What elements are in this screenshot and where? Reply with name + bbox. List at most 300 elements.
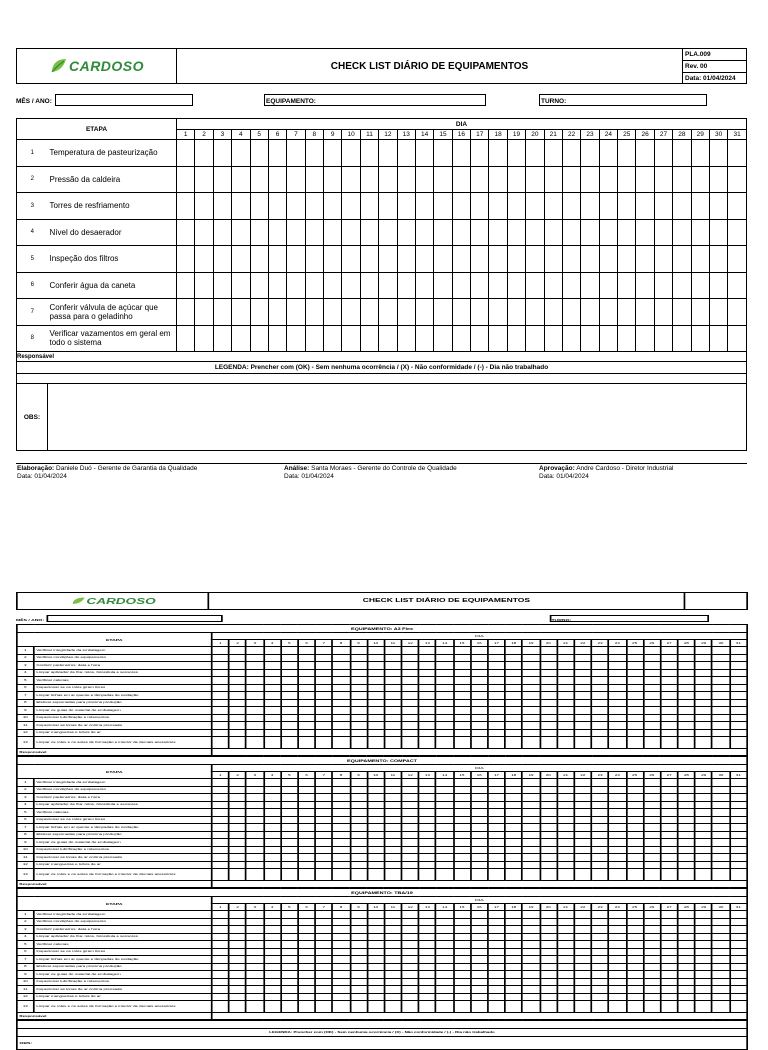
check-cell[interactable] (397, 272, 415, 299)
check-cell[interactable] (415, 219, 433, 246)
check-cell[interactable] (213, 193, 231, 220)
check-cell[interactable] (177, 299, 195, 326)
check-cell[interactable] (507, 299, 525, 326)
check-cell[interactable] (709, 166, 727, 193)
check-cell[interactable] (415, 193, 433, 220)
check-cell[interactable] (489, 193, 507, 220)
check-cell[interactable] (562, 166, 580, 193)
check-cell[interactable] (673, 193, 691, 220)
check-cell[interactable] (673, 246, 691, 273)
check-cell[interactable] (379, 193, 397, 220)
thumb-day: 6 (298, 772, 315, 779)
check-cell[interactable] (397, 140, 415, 167)
thumb-row-task: Limpar mangueiras e tubos de ar (34, 861, 212, 869)
thumb-day: 27 (661, 904, 678, 911)
check-cell[interactable] (654, 166, 672, 193)
check-cell[interactable] (691, 325, 709, 352)
check-cell[interactable] (562, 299, 580, 326)
check-cell[interactable] (728, 272, 747, 299)
check-cell[interactable] (599, 272, 617, 299)
check-cell[interactable] (544, 140, 562, 167)
check-cell[interactable] (232, 140, 250, 167)
check-cell[interactable] (177, 246, 195, 273)
check-cell[interactable] (397, 325, 415, 352)
check-cell[interactable] (305, 166, 323, 193)
check-cell[interactable] (177, 193, 195, 220)
check-cell[interactable] (471, 166, 489, 193)
day-number: 1 (177, 130, 195, 140)
check-cell[interactable] (562, 140, 580, 167)
check-cell[interactable] (673, 219, 691, 246)
check-cell[interactable] (232, 299, 250, 326)
check-cell[interactable] (618, 272, 636, 299)
thumb-equipment: EQUIPAMENTO: TBA/19 (17, 889, 747, 897)
check-cell[interactable] (636, 219, 654, 246)
check-cell[interactable] (544, 325, 562, 352)
check-cell[interactable] (415, 140, 433, 167)
check-cell[interactable] (691, 246, 709, 273)
analysis-label: Análise: (284, 465, 310, 472)
check-cell[interactable] (287, 272, 305, 299)
check-cell[interactable] (654, 140, 672, 167)
check-cell[interactable] (415, 166, 433, 193)
check-cell[interactable] (360, 272, 378, 299)
check-cell[interactable] (250, 219, 268, 246)
check-cell[interactable] (452, 299, 470, 326)
thumb-day: 19 (522, 772, 539, 779)
check-cell[interactable] (452, 140, 470, 167)
check-cell[interactable] (452, 325, 470, 352)
check-cell[interactable] (691, 272, 709, 299)
check-cell[interactable] (581, 193, 599, 220)
check-cell[interactable] (673, 299, 691, 326)
check-cell[interactable] (471, 272, 489, 299)
thumb-row-task: Inspecionar as lonas de ar cortina prensada (34, 854, 212, 862)
check-cell[interactable] (232, 166, 250, 193)
day-number: 22 (562, 130, 580, 140)
check-cell[interactable] (434, 193, 452, 220)
check-cell[interactable] (728, 140, 747, 167)
thumb-day: 24 (609, 772, 626, 779)
check-cell[interactable] (562, 272, 580, 299)
check-cell[interactable] (305, 299, 323, 326)
check-cell[interactable] (268, 246, 286, 273)
check-cell[interactable] (673, 325, 691, 352)
check-cell[interactable] (618, 246, 636, 273)
month-year-field[interactable] (55, 94, 193, 106)
check-cell[interactable] (177, 325, 195, 352)
check-cell[interactable] (562, 246, 580, 273)
thumb-row-task: Limpar aplicador de fita: rolos, fotocélula e sensores (34, 933, 212, 941)
check-cell[interactable] (360, 299, 378, 326)
check-cell[interactable] (636, 325, 654, 352)
footer-rule (16, 463, 747, 464)
check-cell[interactable] (452, 166, 470, 193)
check-cell[interactable] (342, 272, 360, 299)
check-cell[interactable] (397, 299, 415, 326)
check-cell[interactable] (452, 272, 470, 299)
thumb-legend: LEGENDA: Prencher com (OK) - Sem nenhuma ocorrência / (X) - Não conformidade / (-) - Dia não trabalhado (17, 1029, 747, 1037)
check-cell[interactable] (268, 299, 286, 326)
check-cell[interactable] (618, 219, 636, 246)
thumb-day: 2 (229, 904, 246, 911)
check-cell[interactable] (287, 299, 305, 326)
check-cell[interactable] (654, 219, 672, 246)
check-cell[interactable] (360, 219, 378, 246)
thumb-day: 12 (402, 904, 419, 911)
check-cell[interactable] (636, 272, 654, 299)
document-code: PLA.009 (683, 49, 746, 61)
check-cell[interactable] (544, 219, 562, 246)
check-cell[interactable] (195, 140, 213, 167)
check-cell[interactable] (342, 246, 360, 273)
check-cell[interactable] (305, 219, 323, 246)
check-cell[interactable] (379, 246, 397, 273)
check-cell[interactable] (489, 219, 507, 246)
check-cell[interactable] (581, 219, 599, 246)
check-cell[interactable] (599, 246, 617, 273)
thumb-day: 13 (419, 904, 436, 911)
check-cell[interactable] (213, 272, 231, 299)
check-cell[interactable] (599, 140, 617, 167)
check-cell[interactable] (379, 299, 397, 326)
thumb-logo-text: CARDOSO (86, 596, 156, 606)
check-cell[interactable] (268, 166, 286, 193)
check-cell[interactable] (728, 299, 747, 326)
check-cell[interactable] (507, 219, 525, 246)
check-cell[interactable] (342, 166, 360, 193)
check-cell[interactable] (544, 272, 562, 299)
thumb-day: 1 (212, 772, 229, 779)
check-cell[interactable] (324, 193, 342, 220)
check-cell[interactable] (654, 272, 672, 299)
check-cell[interactable] (673, 166, 691, 193)
check-cell[interactable] (507, 272, 525, 299)
thumb-day: 10 (367, 640, 384, 647)
check-cell[interactable] (507, 246, 525, 273)
check-cell[interactable] (415, 246, 433, 273)
check-cell[interactable] (305, 140, 323, 167)
thumb-row-task: Limpar os rolos e os antes de formação e interior de demais acessórios (34, 737, 212, 749)
check-cell[interactable] (213, 140, 231, 167)
thumb-row-task: Verificar condições do equipamento (34, 786, 212, 794)
check-cell[interactable] (287, 166, 305, 193)
check-cell[interactable] (636, 140, 654, 167)
check-cell[interactable] (709, 246, 727, 273)
check-cell[interactable] (177, 140, 195, 167)
check-cell[interactable] (232, 325, 250, 352)
check-cell[interactable] (562, 193, 580, 220)
check-cell[interactable] (287, 219, 305, 246)
check-cell[interactable] (581, 299, 599, 326)
check-cell[interactable] (544, 166, 562, 193)
check-cell[interactable] (544, 193, 562, 220)
check-cell[interactable] (268, 325, 286, 352)
check-cell[interactable] (709, 299, 727, 326)
check-cell[interactable] (324, 140, 342, 167)
check-cell[interactable] (342, 140, 360, 167)
check-cell[interactable] (324, 166, 342, 193)
check-cell[interactable] (342, 219, 360, 246)
thumb-day: 31 (730, 904, 748, 911)
obs-field[interactable] (48, 384, 747, 451)
check-cell[interactable] (471, 219, 489, 246)
check-cell[interactable] (177, 272, 195, 299)
check-cell[interactable] (213, 219, 231, 246)
check-cell[interactable] (268, 272, 286, 299)
check-cell[interactable] (526, 299, 544, 326)
check-cell[interactable] (250, 325, 268, 352)
check-cell[interactable] (268, 219, 286, 246)
check-cell[interactable] (195, 166, 213, 193)
check-cell[interactable] (250, 140, 268, 167)
check-cell[interactable] (544, 299, 562, 326)
check-cell[interactable] (728, 193, 747, 220)
check-cell[interactable] (636, 166, 654, 193)
check-cell[interactable] (434, 140, 452, 167)
check-cell[interactable] (305, 325, 323, 352)
checklist-table (16, 118, 747, 451)
check-cell[interactable] (250, 299, 268, 326)
check-cell[interactable] (305, 272, 323, 299)
check-cell[interactable] (213, 246, 231, 273)
check-cell[interactable] (324, 272, 342, 299)
check-cell[interactable] (489, 246, 507, 273)
check-cell[interactable] (360, 166, 378, 193)
check-cell[interactable] (434, 299, 452, 326)
check-cell[interactable] (599, 325, 617, 352)
check-cell[interactable] (397, 246, 415, 273)
check-cell[interactable] (195, 219, 213, 246)
check-cell[interactable] (489, 140, 507, 167)
check-cell[interactable] (379, 325, 397, 352)
check-cell[interactable] (324, 219, 342, 246)
analysis-value: Santa Moraes - Gerente do Controle de Qualidade (309, 465, 457, 472)
day-number: 3 (213, 130, 231, 140)
check-cell[interactable] (507, 166, 525, 193)
check-cell[interactable] (250, 193, 268, 220)
check-cell[interactable] (581, 140, 599, 167)
check-cell[interactable] (360, 246, 378, 273)
check-cell[interactable] (507, 140, 525, 167)
thumb-day: 22 (574, 772, 591, 779)
check-cell[interactable] (691, 219, 709, 246)
check-cell[interactable] (489, 325, 507, 352)
check-cell[interactable] (618, 299, 636, 326)
thumb-day: 16 (471, 904, 488, 911)
check-cell[interactable] (709, 140, 727, 167)
check-cell[interactable] (544, 246, 562, 273)
check-cell[interactable] (268, 140, 286, 167)
check-cell[interactable] (324, 325, 342, 352)
check-cell[interactable] (691, 166, 709, 193)
check-cell[interactable] (489, 272, 507, 299)
check-cell[interactable] (636, 193, 654, 220)
check-cell[interactable] (452, 219, 470, 246)
check-cell[interactable] (434, 166, 452, 193)
check-cell[interactable] (397, 219, 415, 246)
check-cell[interactable] (507, 325, 525, 352)
check-cell[interactable] (618, 193, 636, 220)
check-cell[interactable] (691, 193, 709, 220)
check-cell[interactable] (360, 140, 378, 167)
check-cell[interactable] (195, 193, 213, 220)
check-cell[interactable] (581, 166, 599, 193)
thumb-row-task: Limpar mangueiras e tubos de ar (34, 729, 212, 737)
check-cell[interactable] (654, 193, 672, 220)
check-cell[interactable] (526, 246, 544, 273)
check-cell[interactable] (250, 166, 268, 193)
shift-field[interactable] (539, 94, 707, 106)
check-cell[interactable] (177, 166, 195, 193)
check-cell[interactable] (452, 193, 470, 220)
check-cell[interactable] (342, 325, 360, 352)
check-cell[interactable] (599, 219, 617, 246)
check-cell[interactable] (379, 219, 397, 246)
check-cell[interactable] (581, 325, 599, 352)
check-cell[interactable] (232, 246, 250, 273)
check-cell[interactable] (415, 272, 433, 299)
check-cell[interactable] (562, 325, 580, 352)
check-cell[interactable] (232, 193, 250, 220)
etapa-header: ETAPA (17, 119, 177, 140)
check-cell[interactable] (673, 272, 691, 299)
check-cell[interactable] (526, 166, 544, 193)
day-number: 9 (324, 130, 342, 140)
check-cell[interactable] (360, 325, 378, 352)
check-cell[interactable] (599, 299, 617, 326)
check-cell[interactable] (287, 140, 305, 167)
day-number: 19 (507, 130, 525, 140)
thumb-row-task: Verificar integridade da embalagem (34, 779, 212, 787)
check-cell[interactable] (728, 219, 747, 246)
check-cell[interactable] (709, 219, 727, 246)
check-cell[interactable] (526, 219, 544, 246)
check-cell[interactable] (489, 166, 507, 193)
check-cell[interactable] (728, 246, 747, 273)
thumb-day: 15 (453, 904, 470, 911)
check-cell[interactable] (471, 140, 489, 167)
check-cell[interactable] (599, 193, 617, 220)
check-cell[interactable] (415, 299, 433, 326)
check-cell[interactable] (397, 193, 415, 220)
check-cell[interactable] (526, 325, 544, 352)
check-cell[interactable] (232, 272, 250, 299)
check-cell[interactable] (618, 325, 636, 352)
check-cell[interactable] (581, 272, 599, 299)
check-cell[interactable] (397, 166, 415, 193)
check-cell[interactable] (195, 299, 213, 326)
equipment-field[interactable] (264, 94, 486, 106)
check-cell[interactable] (324, 299, 342, 326)
check-cell[interactable] (728, 325, 747, 352)
check-cell[interactable] (654, 325, 672, 352)
row-number: 7 (17, 299, 48, 326)
thumb-row-task: Inspecionar se os rolos giram livres (34, 684, 212, 692)
check-cell[interactable] (342, 299, 360, 326)
thumb-row-task: Limpar mangueiras e tubos de ar (34, 993, 212, 1001)
check-cell[interactable] (452, 246, 470, 273)
check-cell[interactable] (213, 325, 231, 352)
check-cell[interactable] (177, 219, 195, 246)
check-cell[interactable] (507, 193, 525, 220)
check-cell[interactable] (379, 166, 397, 193)
check-cell[interactable] (618, 140, 636, 167)
check-cell[interactable] (195, 246, 213, 273)
check-cell[interactable] (213, 166, 231, 193)
check-cell[interactable] (213, 299, 231, 326)
check-cell[interactable] (324, 246, 342, 273)
check-cell[interactable] (728, 166, 747, 193)
check-cell[interactable] (287, 193, 305, 220)
check-cell[interactable] (581, 246, 599, 273)
check-cell[interactable] (489, 299, 507, 326)
check-cell[interactable] (379, 140, 397, 167)
check-cell[interactable] (526, 272, 544, 299)
check-cell[interactable] (709, 193, 727, 220)
check-cell[interactable] (471, 246, 489, 273)
responsible-cell[interactable] (177, 352, 747, 362)
check-cell[interactable] (599, 166, 617, 193)
document-header (16, 48, 747, 84)
check-cell[interactable] (709, 272, 727, 299)
check-cell[interactable] (342, 193, 360, 220)
check-cell[interactable] (471, 193, 489, 220)
check-cell[interactable] (305, 246, 323, 273)
check-cell[interactable] (654, 246, 672, 273)
check-cell[interactable] (471, 325, 489, 352)
check-cell[interactable] (654, 299, 672, 326)
check-cell[interactable] (250, 246, 268, 273)
thumb-row-task: Verificar calunas (34, 809, 212, 817)
check-cell[interactable] (618, 166, 636, 193)
check-cell[interactable] (287, 246, 305, 273)
check-cell[interactable] (673, 140, 691, 167)
day-number: 6 (268, 130, 286, 140)
check-cell[interactable] (526, 193, 544, 220)
check-cell[interactable] (195, 272, 213, 299)
thumb-day: 4 (263, 904, 280, 911)
check-cell[interactable] (709, 325, 727, 352)
approval-date: Data: 01/04/2024 (539, 473, 589, 480)
thumb-title: CHECK LIST DIÁRIO DE EQUIPAMENTOS (209, 593, 685, 609)
check-cell[interactable] (434, 272, 452, 299)
check-cell[interactable] (434, 219, 452, 246)
check-cell[interactable] (562, 219, 580, 246)
check-cell[interactable] (691, 299, 709, 326)
thumb-dia: DIA (212, 633, 747, 640)
thumb-day: 10 (367, 772, 384, 779)
check-cell[interactable] (287, 325, 305, 352)
check-cell[interactable] (636, 299, 654, 326)
check-cell[interactable] (434, 246, 452, 273)
check-cell[interactable] (434, 325, 452, 352)
check-cell[interactable] (415, 325, 433, 352)
check-cell[interactable] (268, 193, 286, 220)
check-cell[interactable] (305, 193, 323, 220)
check-cell[interactable] (360, 193, 378, 220)
check-cell[interactable] (379, 272, 397, 299)
thumb-row-task: Efetivar espumadas para próxima produção (34, 831, 212, 839)
check-cell[interactable] (526, 140, 544, 167)
check-cell[interactable] (195, 325, 213, 352)
check-cell[interactable] (232, 219, 250, 246)
check-cell[interactable] (471, 299, 489, 326)
check-cell[interactable] (636, 246, 654, 273)
check-cell[interactable] (250, 272, 268, 299)
check-cell[interactable] (691, 140, 709, 167)
thumb-day: 19 (522, 640, 539, 647)
